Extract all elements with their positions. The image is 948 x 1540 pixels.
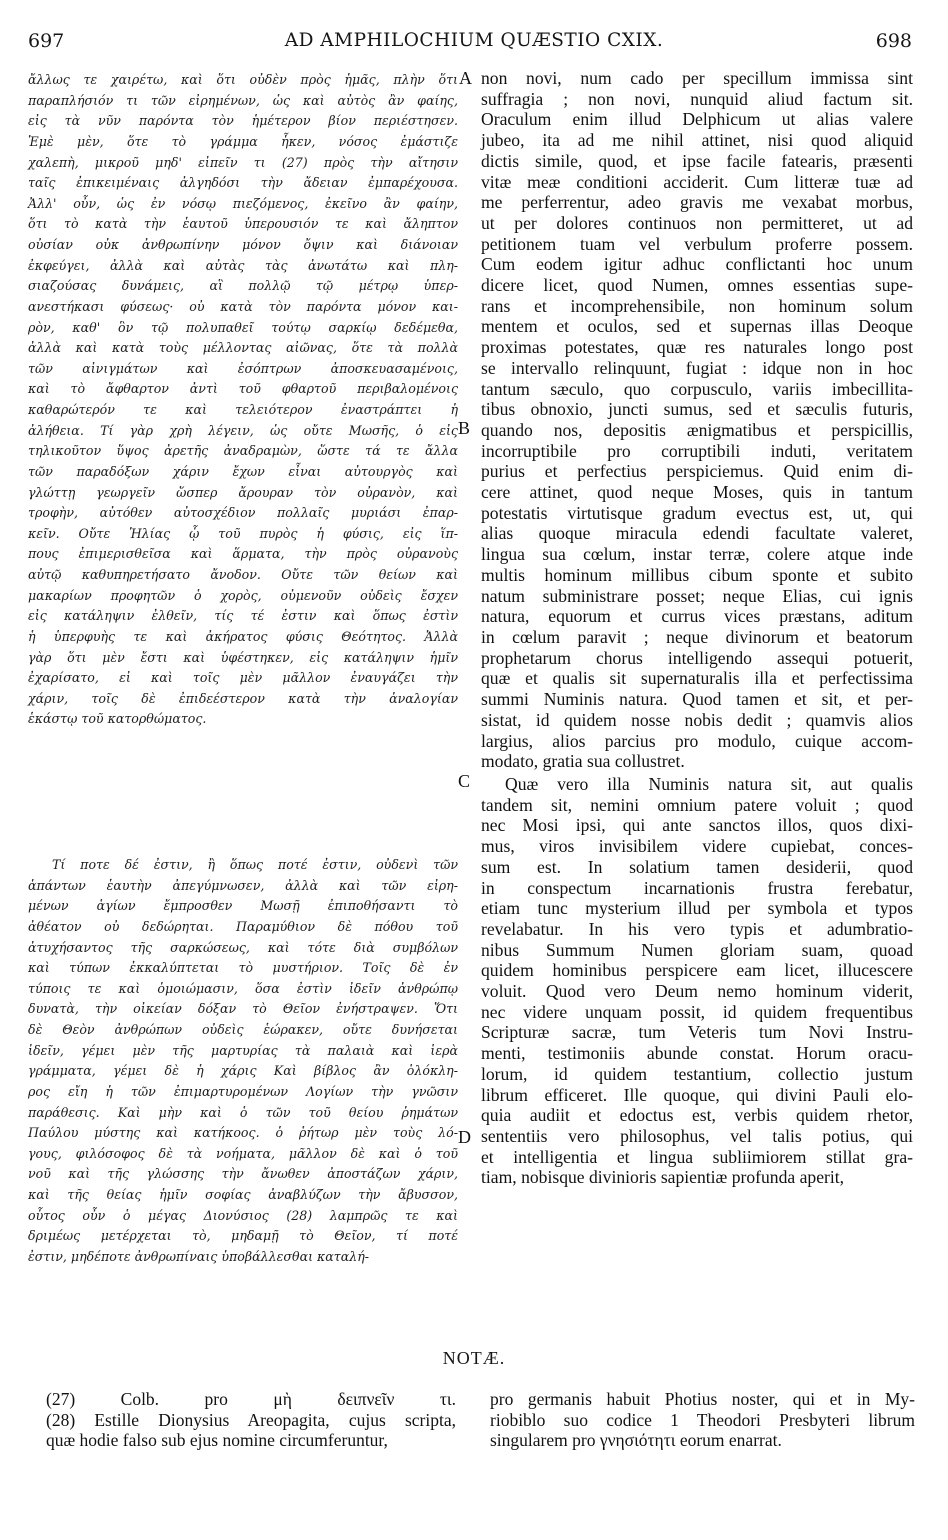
text-line: revelabatur. In his vero typis et adumbratio- xyxy=(481,918,913,939)
text-line: αὐτῷ καθυπηρετήσατο ἄνοδον. Οὔτε τῶν θείων καὶ xyxy=(28,567,458,582)
text-line: ἁπάντων ἑαυτὴν ἀπεγύμνωσεν, ἀλλὰ καὶ τῶν εἰρη- xyxy=(28,877,458,893)
text-line: etiam tunc mysterium illud per symbola et typos xyxy=(481,898,913,919)
text-line: τῶν παραδόξων χάριν ἔχων εἶναι αὐτουργὸς καὶ xyxy=(28,463,458,479)
text-line: sistat, id quidem nosse nobis dedit ; quamvis alios xyxy=(481,709,913,730)
text-line: παραπλήσιόν τι τῶν εἰρημένων, ὡς καὶ αὐτὸς ἂν φαίης, xyxy=(28,92,458,108)
text-line: ἐχαρίσατο, εἰ καὶ τοῖς μὲν μᾶλλον ἐναυγάζει τὴν xyxy=(28,670,458,686)
text-line: tantum sæculo, quo corpusculo, variis imbecillita- xyxy=(481,378,913,399)
text-line: quæ et qualis sit supernaturalis illa et perfectissima xyxy=(481,668,913,689)
text-line: largius, alios parcius pro modulo, cuique accom- xyxy=(481,730,913,751)
latin-paragraph-2 xyxy=(481,774,913,1188)
text-line: ἄλλως τε χαιρέτω, καὶ ὅτι οὐδὲν πρὸς ἡμᾶς, πλὴν ὅτι xyxy=(28,72,458,87)
notes-title: NOTÆ. xyxy=(442,1348,506,1368)
text-line: cere attinet, quod neque Moses, quis in tantum xyxy=(481,482,913,503)
greek-paragraph-2 xyxy=(28,855,458,1268)
text-line: quia audiit et edoctus est, verbis quidem rhetor, xyxy=(481,1105,913,1126)
text-line: tiam, nobisque divinioris sapientiæ profunda aperit, xyxy=(481,1167,845,1188)
text-line: alias quoque miracula edendi facultate valeret, xyxy=(481,523,913,544)
text-line: εἰς τὰ νῦν παρόντα τὸν ἡμέτερον βίον περιέστησεν. xyxy=(28,113,458,129)
text-line: prophetarum chorus intelligendo assequi potuerit, xyxy=(481,647,913,668)
text-line: menti, testimoniis abunde constat. Horum oracu- xyxy=(481,1043,913,1064)
text-line: ἀλλὰ καὶ κατὰ τοὺς μέλλοντας αἰῶνας, ὅτε τὰ πολλὰ xyxy=(28,340,458,356)
text-line: natura, equorum et currus vices præstans, aditum xyxy=(481,606,913,627)
text-line: καὶ τὸ ἄφθαρτον ἀντὶ τοῦ φθαρτοῦ περιβαλομένοις xyxy=(28,381,458,397)
text-line: Παύλου μύστης καὶ κατήκοος. ὁ ῥήτωρ μὲν τοὺς λό- xyxy=(28,1125,458,1141)
text-line: petitionem tuam vel verbulum proferre possem. xyxy=(481,233,913,254)
text-line: proximas potestates, quæ res naturales longo post xyxy=(481,337,913,358)
text-line: summi Numinis natura. Quod tamen et sit, et per- xyxy=(481,689,913,710)
text-line: νοῦ καὶ τῆς γλώσσης τὴν ἄνωθεν ἀποστάζων χάριν, xyxy=(28,1166,458,1182)
text-line: γράμματα, γέμει δὲ ἡ χάρις Καὶ βίβλος ἂν ὁλόκλη- xyxy=(28,1063,458,1079)
text-line: ἀτυχήσαντος τῆς σαρκώσεως, καὶ τότε διὰ συμβόλων xyxy=(28,939,458,955)
text-line: κεῖν. Οὔτε Ἡλίας ᾧ τοῦ πυρὸς ἡ φύσις, εἰς ἵπ- xyxy=(28,525,458,541)
text-line: rans et incomprehensibile, non hominum solum xyxy=(481,295,913,316)
text-line: nec videre unquam possit, id quidem frequentibus xyxy=(481,1001,913,1022)
text-line: τροφὴν, αὐτόθεν αὐτοσχέδιον πολλαῖς μυριάσι ἐπαρ- xyxy=(28,505,458,521)
text-line: μένων ἁγίων ἔμπροσθεν Μωσῇ ἐπιποθήσαντι τὸ xyxy=(28,898,458,914)
text-line: non novi, num cado per specillum immissa sint xyxy=(481,68,913,88)
notes-right-column xyxy=(490,1389,915,1451)
text-line: natum subministrare posset; neque Elias, cui ignis xyxy=(481,585,913,606)
text-line: τηλικοῦτον ὕψος ἀρετῆς ἀναδραμὼν, ὥστε τά τε ἄλλα xyxy=(28,443,458,459)
text-line: et intelligentia et lingua subliimiorem stillat gra- xyxy=(481,1146,913,1167)
text-line: quando nos, depositis ænigmatibus et perspicillis, xyxy=(481,419,913,440)
text-line: δριμέως μετέρχεται τὸ, μηδαμῇ τὸ Θεῖον, τί ποτέ xyxy=(28,1228,458,1244)
text-line: singularem pro γνησιότητι eorum enarrat. xyxy=(490,1430,782,1450)
text-line: καὶ τύπων ἐκκαλύπτεται τὸ μυστήριον. Τοῖς δὲ ἐν xyxy=(28,960,458,976)
text-line: οὐσίαν οὐκ ἀνθρωπίνην μόνον ὄψιν καὶ διάνοιαν xyxy=(28,237,458,252)
text-line: tibus obnoxio, juncti sumus, sed et sæculis futuris, xyxy=(481,399,913,420)
text-line: χάριν, τοῖς δὲ ἐπιδεέστερον κατὰ τὴν ἀναλογίαν xyxy=(28,690,458,706)
text-line: ἐκφεύγει, ἀλλὰ καὶ αὐτὰς τὰς ἀνωτάτω καὶ πλη- xyxy=(28,257,458,273)
text-line: πους ἐπιμερισθεῖσα καὶ ἅρματα, τὴν πρὸς οὐρανοὺς xyxy=(28,546,458,562)
text-line: σιαζούσας δυνάμεις, αἳ πολλῷ τῷ μέτρῳ ὑπερ- xyxy=(28,278,458,294)
text-line: δὲ Θεὸν ἀνθρώπων οὐδεὶς ἑώρακεν, οὔτε δυνήσεται xyxy=(28,1022,458,1037)
text-line: χαλεπὴ, μικροῦ μηδ' εἰπεῖν τι (27) πρὸς τὴν αἴτησιν xyxy=(28,154,458,170)
page-number-left: 697 xyxy=(28,30,65,52)
text-line: δυνατὰ, τὴν οἰκείαν δόξαν τὸ Θεῖον ἐνήστραψεν. Ὅτι xyxy=(28,1001,458,1017)
text-line: ἐστιν, μηδέποτε ἀνθρωπίναις ὑποβάλλεσθαι καταλή- xyxy=(28,1248,370,1264)
text-line: οὗτος οὖν ὁ μέγας Διονύσιος (28) λαμπρῶς τε καὶ xyxy=(28,1207,458,1223)
text-line: multis hominum millibus cibum sponte et subito xyxy=(481,564,913,585)
text-line: μακαρίων προφητῶν ὁ χορὸς, οὐμενοῦν οὐδεὶς ἔσχεν xyxy=(28,587,458,603)
text-line: Ἀλλ' οὖν, ὡς ἐν νόσῳ πιεζόμενος, ἐκεῖνο ἂν φαίην, xyxy=(28,195,458,211)
text-line: modato, gratia sua collustret. xyxy=(481,751,685,772)
text-line: tandem sit, nemini omnium patere voluit ; quod xyxy=(481,794,913,815)
text-line: lingua sua cœlum, instar terræ, colere atque inde xyxy=(481,544,913,565)
text-line: ὅτι τὸ κατὰ τὴν ἑαυτοῦ ὑπερουσιόν τε καὶ ἄληπτον xyxy=(28,216,458,232)
text-line: καθαρώτερόν τε καὶ τελειότερον ἐναστράπτει ἡ xyxy=(28,402,458,417)
text-line: ταῖς ἐπικειμέναις ἀλγηδόσι τὴν ἄδειαν ἐμπαρέχουσα. xyxy=(28,175,458,191)
running-title: AD AMPHILOCHIUM QUÆSTIO CXIX. xyxy=(284,30,664,51)
text-line: in conspectum incarnationis frustra ferebatur, xyxy=(481,877,913,898)
text-line: γους, φιλόσοφος δὲ τὰ νοήματα, μᾶλλον δὲ καὶ ὁ τοῦ xyxy=(28,1145,458,1161)
text-line: Quæ vero illa Numinis natura sit, aut qualis xyxy=(505,774,913,794)
text-line: pro germanis habuit Photius noster, qui et in My- xyxy=(490,1389,915,1409)
text-line: (27) Colb. pro μὴ δειπνεῖν τι. xyxy=(46,1389,456,1409)
text-line: ρὸν, καθ' ὃν τῷ πολυπαθεῖ τούτῳ σαρκίῳ δεδέμεθα, xyxy=(28,319,458,335)
text-line: jubeo, ita ad me nihil attinet, nisi quod aliquid xyxy=(481,130,913,151)
text-line: ἡ ὑπερφυὴς τε καὶ ἀκήρατος φύσις Θεότητος. Ἀλλὰ xyxy=(28,628,458,644)
text-line: mentem et oculos, sed et supernas illas Deoque xyxy=(481,316,913,337)
text-line: nibus Summum Numen gloriam suam, quoad xyxy=(481,939,913,960)
greek-paragraph-1 xyxy=(28,70,458,730)
text-line: ανεστήκασι φύσεως· οὐ κατὰ τὸν παρόντα μόνον και- xyxy=(28,298,458,314)
text-line: ἰδεῖν, γέμει μὲν τῆς μαρτυρίας τὰ παλαιὰ καὶ ἱερὰ xyxy=(28,1042,458,1058)
text-line: γὰρ ὅτι μὲν ἔστι καὶ ὑφέστηκεν, εἰς κατάληψιν ἡμῖν xyxy=(28,649,458,665)
text-line: sententiis vero philosophus, vel talis potius, qui xyxy=(481,1125,913,1146)
text-line: ἀθέατον οὐ δεδώρηται. Παραμύθιον δὲ πόθου τοῦ xyxy=(28,918,458,934)
text-line: me perferrentur, adeo gravis me vexabat morbus, xyxy=(481,192,913,213)
text-line: ἑκάστῳ τοῦ κατορθώματος. xyxy=(28,711,207,727)
text-line: lorum, id quidem testantium, collectio justum xyxy=(481,1063,913,1084)
text-line: librum efficeret. Ille quoque, qui divini Pauli elo- xyxy=(481,1084,913,1105)
text-line: quidem hominibus perspicere eam licet, illucescere xyxy=(481,960,913,981)
text-line: ut per dolores continuos non permitteret, ut ad xyxy=(481,212,913,233)
text-line: se intervallo relinquunt, fugiat : idque non in hoc xyxy=(481,357,913,378)
margin-marker-c: C xyxy=(458,771,471,791)
text-line: dicere licet, quod Numen, omnes essentias supe- xyxy=(481,275,913,296)
text-line: Ἐμὲ μὲν, ὅτε τὸ γράμμα ἧκεν, νόσος ἐμάστιζε xyxy=(28,133,458,149)
text-line: τύποις τε καὶ ὁμοιώμασιν, ὅσα ἐστὶν ἰδεῖν ἀνθρώπῳ xyxy=(28,980,458,996)
text-line: ρος εἴη ἡ τῶν ἐπιμαρτυρομένων Λογίων τὴν γνῶσιν xyxy=(28,1083,458,1099)
text-line: (28) Estille Dionysius Areopagita, cujus scripta, xyxy=(46,1409,456,1430)
text-line: purius et perfectius perspiciemus. Quid enim di- xyxy=(481,461,913,482)
page-header xyxy=(0,30,948,60)
margin-marker-d: D xyxy=(458,1127,471,1147)
notes-left-column xyxy=(46,1389,456,1451)
text-line: Τί ποτε δέ ἐστιν, ἢ ὅπως ποτέ ἐστιν, οὐδενὶ τῶν xyxy=(52,857,458,872)
text-line: Cum eodem igitur adhuc conflictanti hoc unum xyxy=(481,254,913,275)
text-line: καὶ τῆς θείας ἡμῖν σοφίας ἀναβλύζων τὴν ἄβυσσον, xyxy=(28,1187,458,1202)
text-line: quæ hodie falso sub ejus nomine circumferuntur, xyxy=(46,1430,388,1450)
text-line: Oraculum enim illud Delphicum ut alias valere xyxy=(481,109,913,130)
text-line: voluit. Quod vero Deum nemo hominum viderit, xyxy=(481,981,913,1002)
text-line: ἀλήθεια. Τί γὰρ χρὴ λέγειν, ὡς οὔτε Μωσῆς, ὁ εἰς xyxy=(28,422,458,438)
text-line: sum est. In solatium tamen desiderii, quod xyxy=(481,856,913,877)
text-line: mus, viros invisibilem videre cupiebat, conces- xyxy=(481,836,913,857)
text-line: riobiblo suo codice 1 Theodori Presbyteri librum xyxy=(490,1409,915,1430)
text-line: τῶν αἰνιγμάτων καὶ ἐσόπτρων ἀποσκευασαμένοις, xyxy=(28,360,458,376)
text-line: γλώττῃ γεωργεῖν ὥσπερ ἄρουραν τὸν οὐρανὸν, καὶ xyxy=(28,484,458,500)
margin-marker-a: A xyxy=(459,68,472,88)
page-number-right: 698 xyxy=(875,30,912,52)
text-line: παράθεσις. Καὶ μὴν καὶ ὁ τῶν τοῦ θείου ῥημάτων xyxy=(28,1104,458,1120)
text-line: suffragia ; non novi, nunquid aliud factum sit. xyxy=(481,88,913,109)
latin-paragraph-1 xyxy=(481,68,913,772)
text-line: in cœlum paravit ; neque divinorum et beatorum xyxy=(481,626,913,647)
text-line: potestatis virtutisque gradum evectus est, ut, qui xyxy=(481,502,913,523)
text-line: vitæ meæ conditioni acciderit. Cum litteræ tuæ ad xyxy=(481,171,913,192)
text-line: nec Mosi ipsi, qui ante sanctos illos, quos dixi- xyxy=(481,815,913,836)
text-line: dictis simile, quod, et ipse facile fatearis, præsenti xyxy=(481,150,913,171)
text-line: incorruptibile pro corruptibili induti, veritatem xyxy=(481,440,913,461)
text-line: εἰς κατάληψιν ἐλθεῖν, τίς τέ ἐστιν καὶ ὅπως ἐστὶν xyxy=(28,608,458,624)
margin-marker-b: B xyxy=(458,418,471,438)
text-line: Scripturæ sacræ, tum Veteris tum Novi Instru- xyxy=(481,1022,913,1043)
